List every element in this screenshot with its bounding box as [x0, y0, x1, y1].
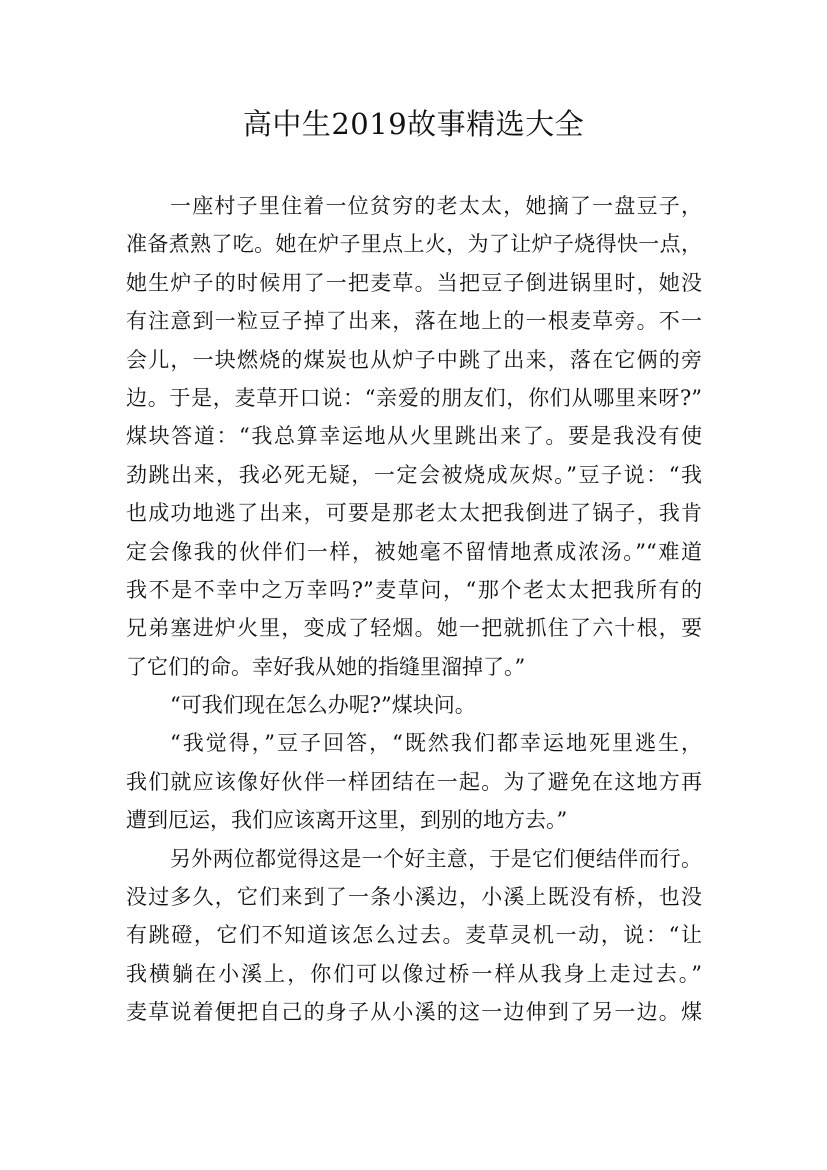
text-line: “我觉得，”豆子回答，“既然我们都幸运地死里逃生， — [170, 731, 702, 756]
text-line: 另外两位都觉得这是一个好主意，于是它们便结伴而行。 — [170, 846, 702, 871]
text-line: 她生炉子的时候用了一把麦草。当把豆子倒进锅里时，她没 — [126, 270, 702, 295]
text-line: 我横躺在小溪上，你们可以像过桥一样从我身上走过去。” — [126, 961, 702, 986]
text-line: 有注意到一粒豆子掉了出来，落在地上的一根麦草旁。不一 — [126, 309, 702, 334]
text-line: 准备煮熟了吃。她在炉子里点上火，为了让炉子烧得快一点， — [126, 232, 702, 257]
text-line: 劲跳出来，我必死无疑，一定会被烧成灰烬。”豆子说：“我 — [126, 462, 702, 487]
text-line: 我们就应该像好伙伴一样团结在一起。为了避免在这地方再 — [126, 769, 702, 794]
text-line: 兄弟塞进炉火里，变成了轻烟。她一把就抓住了六十根，要 — [126, 616, 702, 641]
text-line: 有跳磴，它们不知道该怎么过去。麦草灵机一动，说：“让 — [126, 923, 702, 948]
text-line: 我不是不幸中之万幸吗?”麦草问，“那个老太太把我所有的 — [126, 577, 702, 602]
text-line: 一座村子里住着一位贫穷的老太太，她摘了一盘豆子， — [170, 194, 702, 218]
document-body — [126, 187, 702, 1032]
text-line: 煤块答道：“我总算幸运地从火里跳出来了。要是我没有使 — [126, 424, 702, 449]
text-line: 边。于是，麦草开口说：“亲爱的朋友们，你们从哪里来呀?” — [126, 385, 702, 410]
text-line: 会儿，一块燃烧的煤炭也从炉子中跳了出来，落在它俩的旁 — [126, 347, 702, 372]
text-line: “可我们现在怎么办呢?”煤块问。 — [170, 693, 476, 718]
text-line: 遭到厄运，我们应该离开这里，到别的地方去。” — [126, 808, 568, 833]
document-title: 高中生2019故事精选大全 — [242, 107, 585, 141]
text-line: 也成功地逃了出来，可要是那老太太把我倒进了锅子，我肯 — [126, 501, 702, 526]
text-line: 麦草说着便把自己的身子从小溪的这一边伸到了另一边。煤 — [126, 1000, 702, 1025]
text-line: 没过多久，它们来到了一条小溪边，小溪上既没有桥，也没 — [126, 885, 702, 910]
text-line: 定会像我的伙伴们一样，被她毫不留情地煮成浓汤。”“难道 — [126, 539, 702, 564]
text-line: 了它们的命。幸好我从她的指缝里溜掉了。” — [126, 654, 526, 679]
